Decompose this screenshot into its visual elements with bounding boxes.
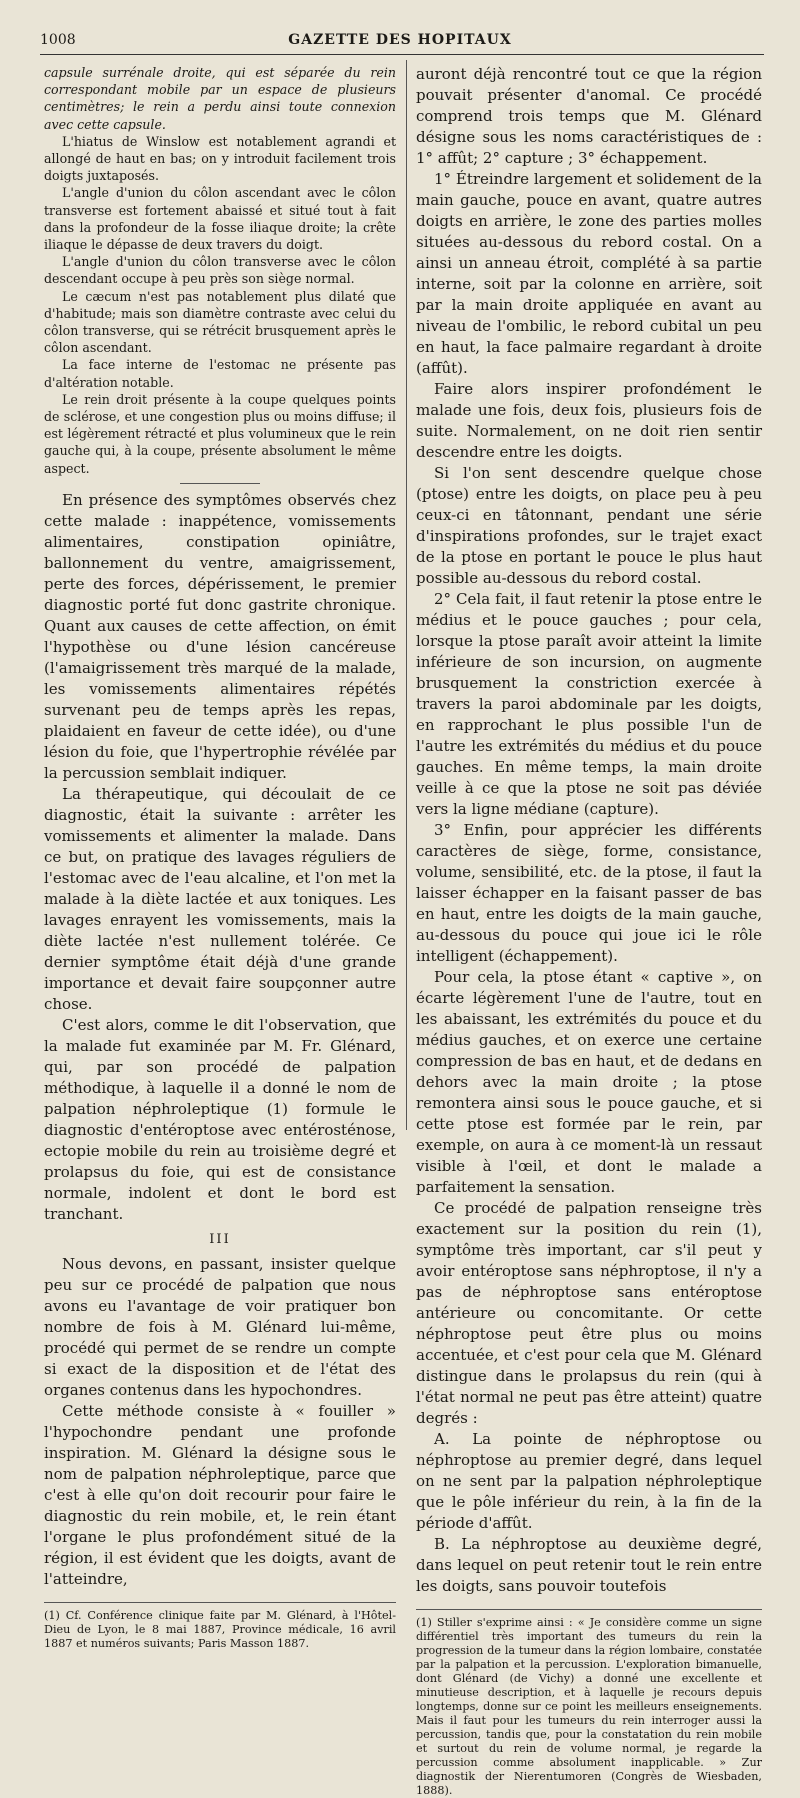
paragraph: La face interne de l'estomac ne présente pas d'altération notable. bbox=[44, 357, 396, 390]
left-column bbox=[44, 64, 396, 1651]
paragraph: Faire alors inspirer profondément le malade une fois, deux fois, plusieurs fois de suite. Normalement, on ne doit rien sentir descendre entre les doigts. bbox=[416, 380, 762, 461]
paragraph: capsule surrénale droite, qui est séparée du rein correspondant mobile par un espace de plusieurs centimètres; le rein a perdu ainsi toute connexion avec cette capsule. bbox=[44, 65, 396, 132]
journal-title: GAZETTE DES HOPITAUX bbox=[288, 32, 512, 48]
page-header bbox=[0, 24, 800, 54]
section-number: III bbox=[209, 1231, 231, 1247]
footnote-text: (1) Cf. Conférence clinique faite par M. Glénard, à l'Hôtel-Dieu de Lyon, le 8 mai 1887, Province médicale, 16 avril 1887 et numéros suivants; Paris Masson 1887. bbox=[44, 1609, 396, 1651]
paragraph: C'est alors, comme le dit l'observation, que la malade fut examinée par M. Fr. Glénard, qui, par son procédé de palpation méthodique, à laquelle il a donné le nom de palpation néphroleptique (1) formule le diagnostic d'entéroptose avec entérosténose, ectopie mobile du rein au troisième degré et prolapsus du foie, qui est de consistance normale, indolent et dont le bord est tranchant. bbox=[44, 1015, 396, 1223]
paragraph: La thérapeutique, qui découlait de ce diagnostic, était la suivante : arrêter les vomissements et alimenter la malade. Dans ce but, on pratique des lavages réguliers de l'estomac avec de l'eau alcaline, et l'on met la malade à la diète lactée et aux toniques. Les lavages enrayent les vomissements, mais la diète lactée n'est nullement tolérée. Ce dernier symptôme était déjà d'une grande importance et devait faire soupçonner autre chose. bbox=[44, 784, 396, 1013]
paragraph: Si l'on sent descendre quelque chose (ptose) entre les doigts, on place peu à peu ceux-ci en tâtonnant, pendant une série d'inspirations profondes, sur le trajet exact de la ptose en portant le pouce le plus haut possible au-dessous du rebord costal. bbox=[416, 464, 762, 587]
paragraph: Ce procédé de palpation renseigne très exactement sur la position du rein (1), symptôme très important, car s'il peut y avoir entéroptose sans néphroptose, il n'y a pas de néphroptose sans entéroptose antérieure ou concomitante. Or cette néphroptose peut être plus ou moins accentuée, et c'est pour cela que M. Glénard distingue dans le prolapsus du rein (qui à l'état normal ne peut pas être atteint) quatre degrés : bbox=[416, 1199, 762, 1427]
footnote-rule bbox=[416, 1609, 762, 1610]
footnote bbox=[44, 1609, 396, 1651]
page-number: 1008 bbox=[40, 32, 76, 48]
paragraph: Le rein droit présente à la coupe quelques points de sclérose, et une congestion plus ou moins diffuse; il est légèrement rétracté et plus volumineux que le rein gauche qui, à la coupe, présente absolument le même aspect. bbox=[44, 391, 396, 476]
paragraph: Le cæcum n'est pas notablement plus dilaté que d'habitude; mais son diamètre contraste avec celui du côlon transverse, qui se rétrécit brusquement après le côlon ascendant. bbox=[44, 288, 396, 356]
paragraph: Cette méthode consiste à « fouiller » l'hypochondre pendant une profonde inspiration. M. Glénard la désigne sous le nom de palpation néphroleptique, parce que c'est à elle qu'on doit recourir pour faire le diagnostic du rein mobile, et, le rein étant l'organe le plus profondément situé de la région, il est évident que les doigts, avant de l'atteindre, bbox=[44, 1402, 396, 1589]
paragraph: Pour cela, la ptose étant « captive », on écarte légèrement l'une de l'autre, tout en les abaissant, les extrémités du pouce et du médius gauches, et on exerce une certaine compression de bas en haut, et de dedans en dehors avec la main droite ; la ptose remontera ainsi sous le pouce gauche, et si cette ptose est formée par le rein, par exemple, on aura à ce moment-là un ressaut visible à l'œil, et dont le malade a parfaitement la sensation. bbox=[416, 968, 762, 1196]
footnote-rule bbox=[44, 1602, 396, 1603]
paragraph: En présence des symptômes observés chez cette malade : inappétence, vomissements alimentaires, constipation opiniâtre, ballonnement du ventre, amaigrissement, perte des forces, dépérissement, le premier diagnostic porté fut donc gastrite chronique. Quant aux causes de cette affection, on émit l'hypothèse ou d'une lésion cancéreuse (l'amaigrissement très marqué de la malade, les vomissements alimentaires répétés survenant peu de temps après les repas, plaidaient en faveur de cette idée), ou d'une lésion du foie, que l'hypertrophie révélée par la percussion semblait indiquer. bbox=[44, 490, 396, 782]
paragraph: 1° Étreindre largement et solidement de la main gauche, pouce en avant, quatre autres doigts en arrière, le zone des parties molles situées au-dessous du rebord costal. On a ainsi un anneau étroit, complété à sa partie interne, soit par la colonne en arrière, soit par la main droite appliquée en avant au niveau de l'ombilic, le rebord cubital un peu en haut, la face palmaire regardant à droite (affût). bbox=[416, 170, 762, 377]
paragraph: 3° Enfin, pour apprécier les différents caractères de siège, forme, consistance, volume, sensibilité, etc. de la ptose, il faut la laisser échapper en la faisant passer de bas en haut, entre les doigts de la main gauche, au-dessous du pouce qui joue ici le rôle intelligent (échappement). bbox=[416, 821, 762, 965]
paragraph: L'angle d'union du côlon ascendant avec le côlon transverse est fortement abaissé et situé tout à fait dans la profondeur de la fosse iliaque droite; la crête iliaque le dépasse de deux travers du doigt. bbox=[44, 185, 396, 253]
footnote bbox=[416, 1616, 762, 1798]
right-column bbox=[416, 64, 762, 1798]
header-rule bbox=[40, 54, 764, 55]
list-item: A. La pointe de néphroptose ou néphroptose au premier degré, dans lequel on ne sent par la palpation néphroleptique que le pôle inférieur du rein, à la fin de la période d'affût. bbox=[416, 1430, 762, 1532]
paragraph: L'angle d'union du côlon transverse avec le côlon descendant occupe à peu près son siège normal. bbox=[44, 254, 396, 287]
column-divider bbox=[406, 60, 407, 1130]
paragraph: 2° Cela fait, il faut retenir la ptose entre le médius et le pouce gauches ; pour cela, lorsque la ptose paraît avoir atteint la limite inférieure de son incursion, on augmente brusquement la constriction exercée à travers la paroi abdominale par les doigts, en rapprochant le plus possible l'un de l'autre les extrémités du médius et du pouce gauches. En même temps, la main droite veille à ce que la ptose ne soit pas déviée vers la ligne médiane (capture). bbox=[416, 590, 762, 818]
paragraph: Nous devons, en passant, insister quelque peu sur ce procédé de palpation que nous avons eu l'avantage de voir pratiquer bon nombre de fois à M. Glénard lui-même, procédé qui permet de se rendre un compte si exact de la disposition et de l'état des organes contenus dans les hypochondres. bbox=[44, 1255, 396, 1400]
paragraph: auront déjà rencontré tout ce que la région pouvait présenter d'anomal. Ce procédé comprend trois temps que M. Glénard désigne sous les noms caractéristiques de : 1° affût; 2° capture ; 3° échappement. bbox=[416, 65, 762, 167]
list-item: B. La néphroptose au deuxième degré, dans lequel on peut retenir tout le rein entre les doigts, sans pouvoir toutefois bbox=[416, 1535, 762, 1595]
footnote-text: (1) Stiller s'exprime ainsi : « Je considère comme un signe différentiel très important des tumeurs du rein la progression de la tumeur dans la région lombaire, constatée par la palpation et la percussion. L'exploration bimanuelle, dont Glénard (de Vichy) a donné une excellente et minutieuse description, et à laquelle je recours depuis longtemps, donne sur ce point les meilleurs enseignements. Mais il faut pour les tumeurs du rein interroger aussi la percussion, tandis que, pour la constatation du rein mobile et surtout du rein de volume normal, je regarde la percussion comme absolument inapplicable. » Zur diagnostik der Nierentumoren (Congrès de Wiesbaden, 1888). bbox=[416, 1616, 762, 1797]
paragraph: L'hiatus de Winslow est notablement agrandi et allongé de haut en bas; on y introduit facilement trois doigts juxtaposés. bbox=[44, 133, 396, 184]
separator bbox=[180, 483, 260, 484]
